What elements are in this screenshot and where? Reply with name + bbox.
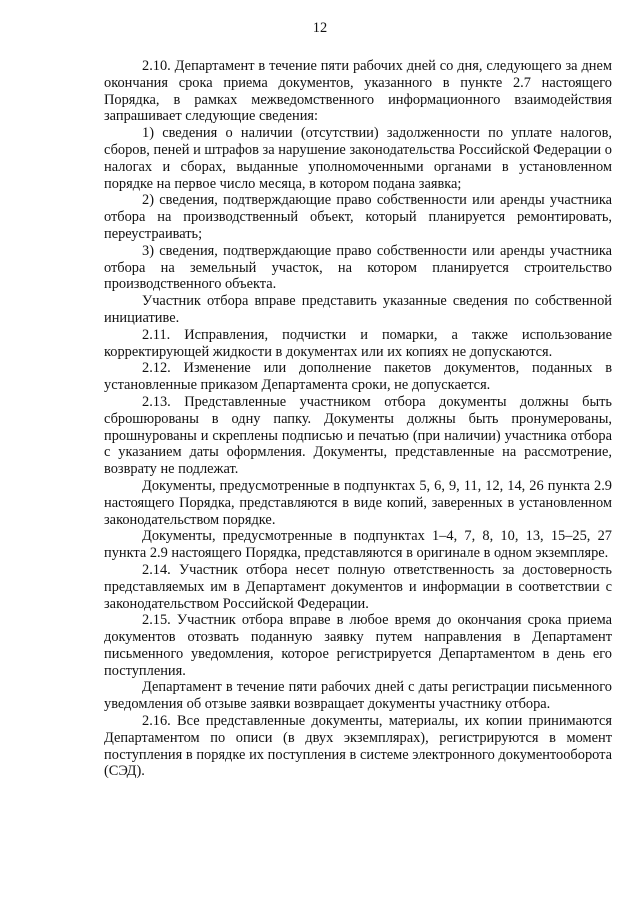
paragraph-originals: Документы, предусмотренные в подпунктах 1–4, 7, 8, 10, 13, 15–25, 27 пункта 2.9 настоящего Порядка, представляются в оригинале в одном экземпляре. — [104, 528, 612, 562]
paragraph-withdrawal: Департамент в течение пяти рабочих дней с даты регистрации письменного уведомления об отзыве заявки возвращает документы участнику отбора. — [104, 679, 612, 713]
paragraph-2-14: 2.14. Участник отбора несет полную ответственность за достоверность представляемых им в Департамент документов и информации в соответствии с законодательством Российской Федерации. — [104, 561, 612, 612]
document-body — [104, 58, 612, 780]
paragraph-initiative: Участник отбора вправе представить указанные сведения по собственной инициативе. — [104, 293, 612, 326]
paragraph-2-12: 2.12. Изменение или дополнение пакетов документов, поданных в установленные приказом Департамента сроки, не допускается. — [104, 360, 612, 394]
paragraph-copies: Документы, предусмотренные в подпунктах 5, 6, 9, 11, 12, 14, 26 пункта 2.9 настоящего Порядка, представляются в виде копий, заверенных в установленном законодательством порядке. — [104, 477, 612, 528]
list-item-1: 1) сведения о наличии (отсутствии) задолженности по уплате налогов, сборов, пеней и штрафов за нарушение законодательства Российской Федерации о налогах и сборах, выданные уполномоченными органами в установленном порядке на первое число месяца, в котором подана заявка; — [104, 125, 612, 192]
list-item-3: 3) сведения, подтверждающие право собственности или аренды участника отбора на земельный участок, на котором планируется строительство производственного объекта. — [104, 242, 612, 293]
paragraph-2-10: 2.10. Департамент в течение пяти рабочих дней со дня, следующего за днем окончания срока приема документов, указанного в пункте 2.7 настоящего Порядка, в рамках межведомственного информационного взаимодействия запрашивает следующие сведения: — [104, 58, 612, 125]
paragraph-2-16: 2.16. Все представленные документы, материалы, их копии принимаются Департаментом по описи (в двух экземплярах), регистрируются в момент поступления в порядке их поступления в системе электронного документооборота (СЭД). — [104, 713, 612, 780]
list-item-2: 2) сведения, подтверждающие право собственности или аренды участника отбора на производственный объект, который планируется ремонтировать, переустраивать; — [104, 192, 612, 242]
page-number: 12 — [312, 20, 328, 36]
paragraph-2-15: 2.15. Участник отбора вправе в любое время до окончания срока приема документов отозвать поданную заявку путем направления в Департамент письменного уведомления, которое регистрируется Департаментом в день его поступления. — [104, 612, 612, 679]
paragraph-2-11: 2.11. Исправления, подчистки и помарки, а также использование корректирующей жидкости в документах или их копиях не допускаются. — [104, 326, 612, 360]
paragraph-2-13: 2.13. Представленные участником отбора документы должны быть сброшюрованы в одну папку. Документы должны быть пронумерованы, прошнурованы и скреплены подписью и печатью (при наличии) участника отбора с указанием даты оформления. Документы, представленные на рассмотрение, возврату не подлежат. — [104, 393, 612, 478]
